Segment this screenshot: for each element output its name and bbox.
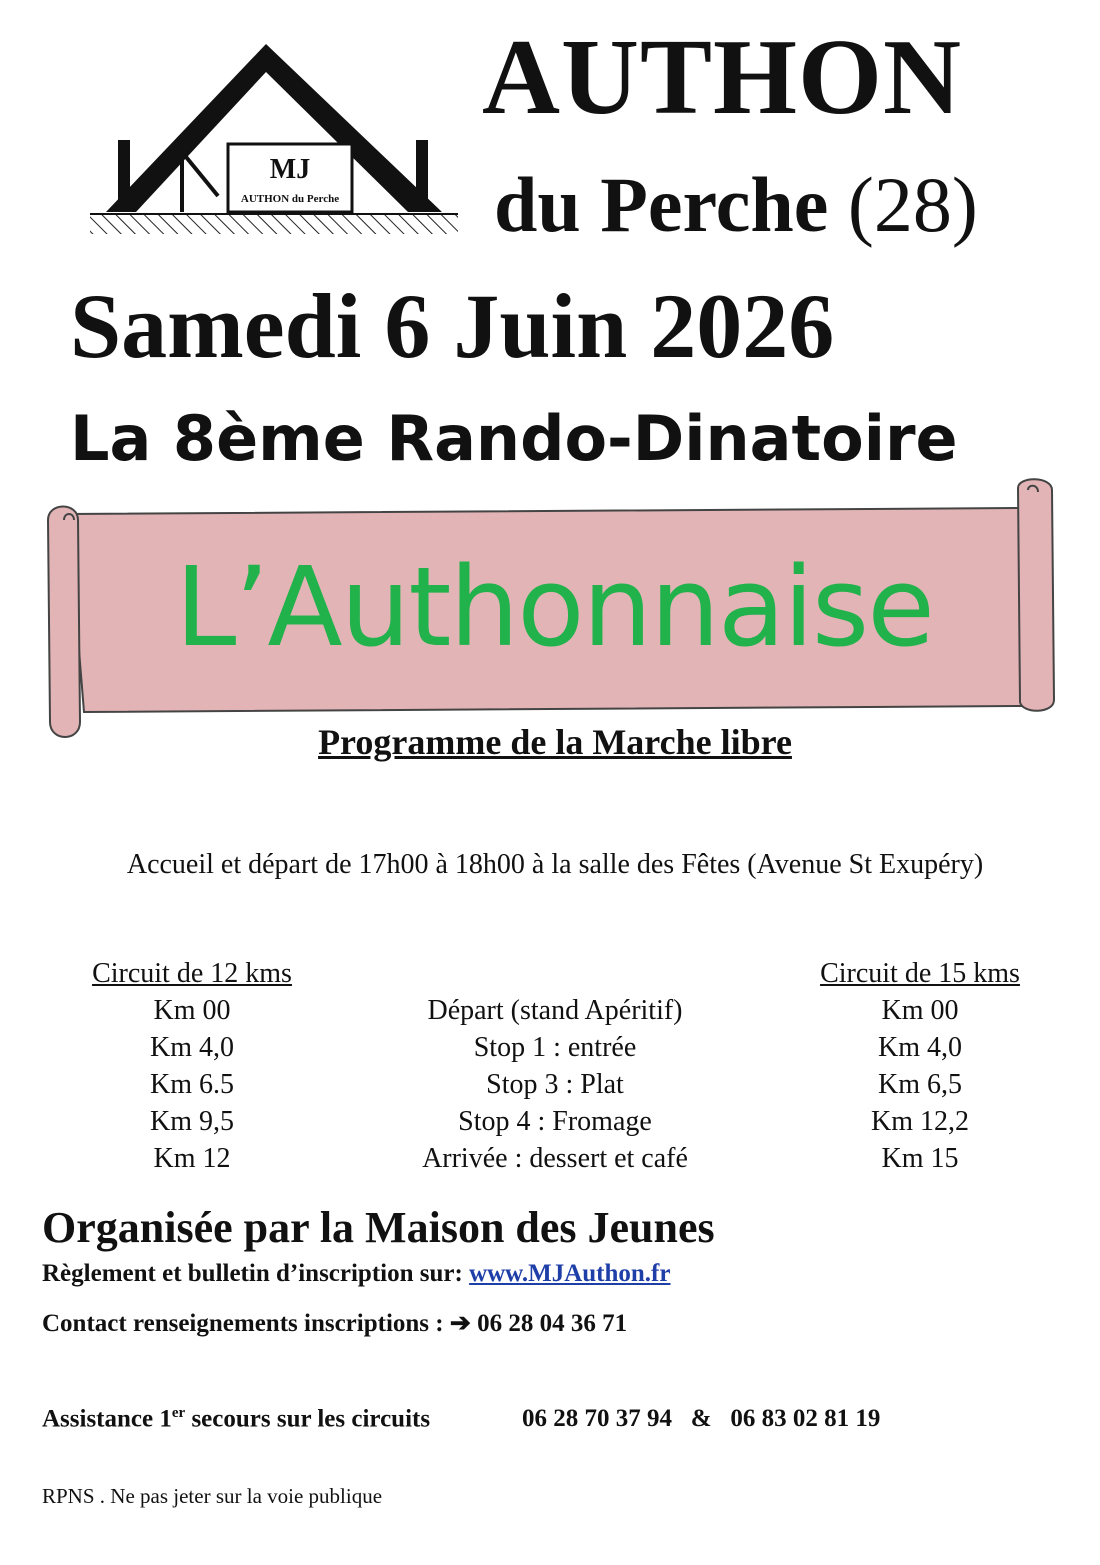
rules-line (42, 1261, 670, 1286)
assistance-line (42, 1406, 430, 1431)
circuit-15-header: Circuit de 15 kms (820, 958, 1020, 989)
circuit-12-column (62, 955, 322, 1177)
circuit-15-column (790, 955, 1050, 1177)
contact-line (42, 1311, 627, 1336)
programme-title: Programme de la Marche libre (318, 722, 792, 762)
stop-item: Stop 1 : entrée (473, 1032, 637, 1063)
assistance-phones (522, 1406, 880, 1431)
circuit-12-km: Km 6.5 (150, 1069, 234, 1100)
stops-column (360, 992, 750, 1177)
assist-text-a: Assistance 1 (42, 1405, 172, 1433)
event-edition: La 8ème Rando-Dinatoire (70, 402, 958, 475)
department-number: (28) (847, 161, 978, 248)
circuit-12-km: Km 00 (153, 995, 231, 1026)
town-name: AUTHON (482, 18, 963, 137)
organizer: Organisée par la Maison des Jeunes (42, 1203, 715, 1252)
assist-phone-1: 06 28 70 37 94 (522, 1405, 672, 1432)
circuit-15-km: Km 15 (881, 1143, 959, 1174)
stop-item: Stop 3 : Plat (486, 1069, 624, 1100)
banner-title: L’Authonnaise (175, 543, 933, 671)
assist-ampersand: & (690, 1405, 712, 1432)
assist-phone-2: 06 83 02 81 19 (730, 1405, 881, 1432)
town-subtitle (494, 161, 978, 248)
logo-initials: MJ (269, 154, 311, 185)
circuit-12-km: Km 12 (153, 1143, 231, 1174)
stop-item: Départ (stand Apéritif) (427, 995, 683, 1026)
rules-text: Règlement et bulletin d’inscription sur: (42, 1260, 463, 1287)
contact-phone: 06 28 04 36 71 (477, 1310, 628, 1337)
circuit-15-km: Km 4,0 (878, 1032, 962, 1063)
circuit-12-km: Km 9,5 (150, 1106, 234, 1137)
logo-subtitle: AUTHON du Perche (240, 193, 340, 205)
contact-text: Contact renseignements inscriptions : (42, 1310, 444, 1337)
circuit-12-header: Circuit de 12 kms (92, 958, 292, 989)
arrow-right-icon: ➔ (449, 1310, 471, 1337)
circuit-15-km: Km 12,2 (871, 1106, 969, 1137)
circuit-15-km: Km 00 (881, 995, 959, 1026)
event-date: Samedi 6 Juin 2026 (70, 275, 835, 377)
assist-sup: er (171, 1405, 186, 1421)
circuit-15-km: Km 6,5 (878, 1069, 962, 1100)
rpns-notice: RPNS . Ne pas jeter sur la voie publique (42, 1484, 383, 1508)
circuit-12-km: Km 4,0 (150, 1032, 234, 1063)
welcome-info: Accueil et départ de 17h00 à 18h00 à la salle des Fêtes (Avenue St Exupéry) (126, 849, 984, 880)
town-subtitle-text: du Perche (494, 161, 829, 248)
assist-text-b: secours sur les circuits (191, 1405, 431, 1433)
stop-item: Stop 4 : Fromage (458, 1106, 652, 1137)
website-link[interactable]: www.MJAuthon.fr (469, 1260, 671, 1287)
stop-item: Arrivée : dessert et café (422, 1143, 688, 1174)
mj-logo (86, 44, 462, 244)
